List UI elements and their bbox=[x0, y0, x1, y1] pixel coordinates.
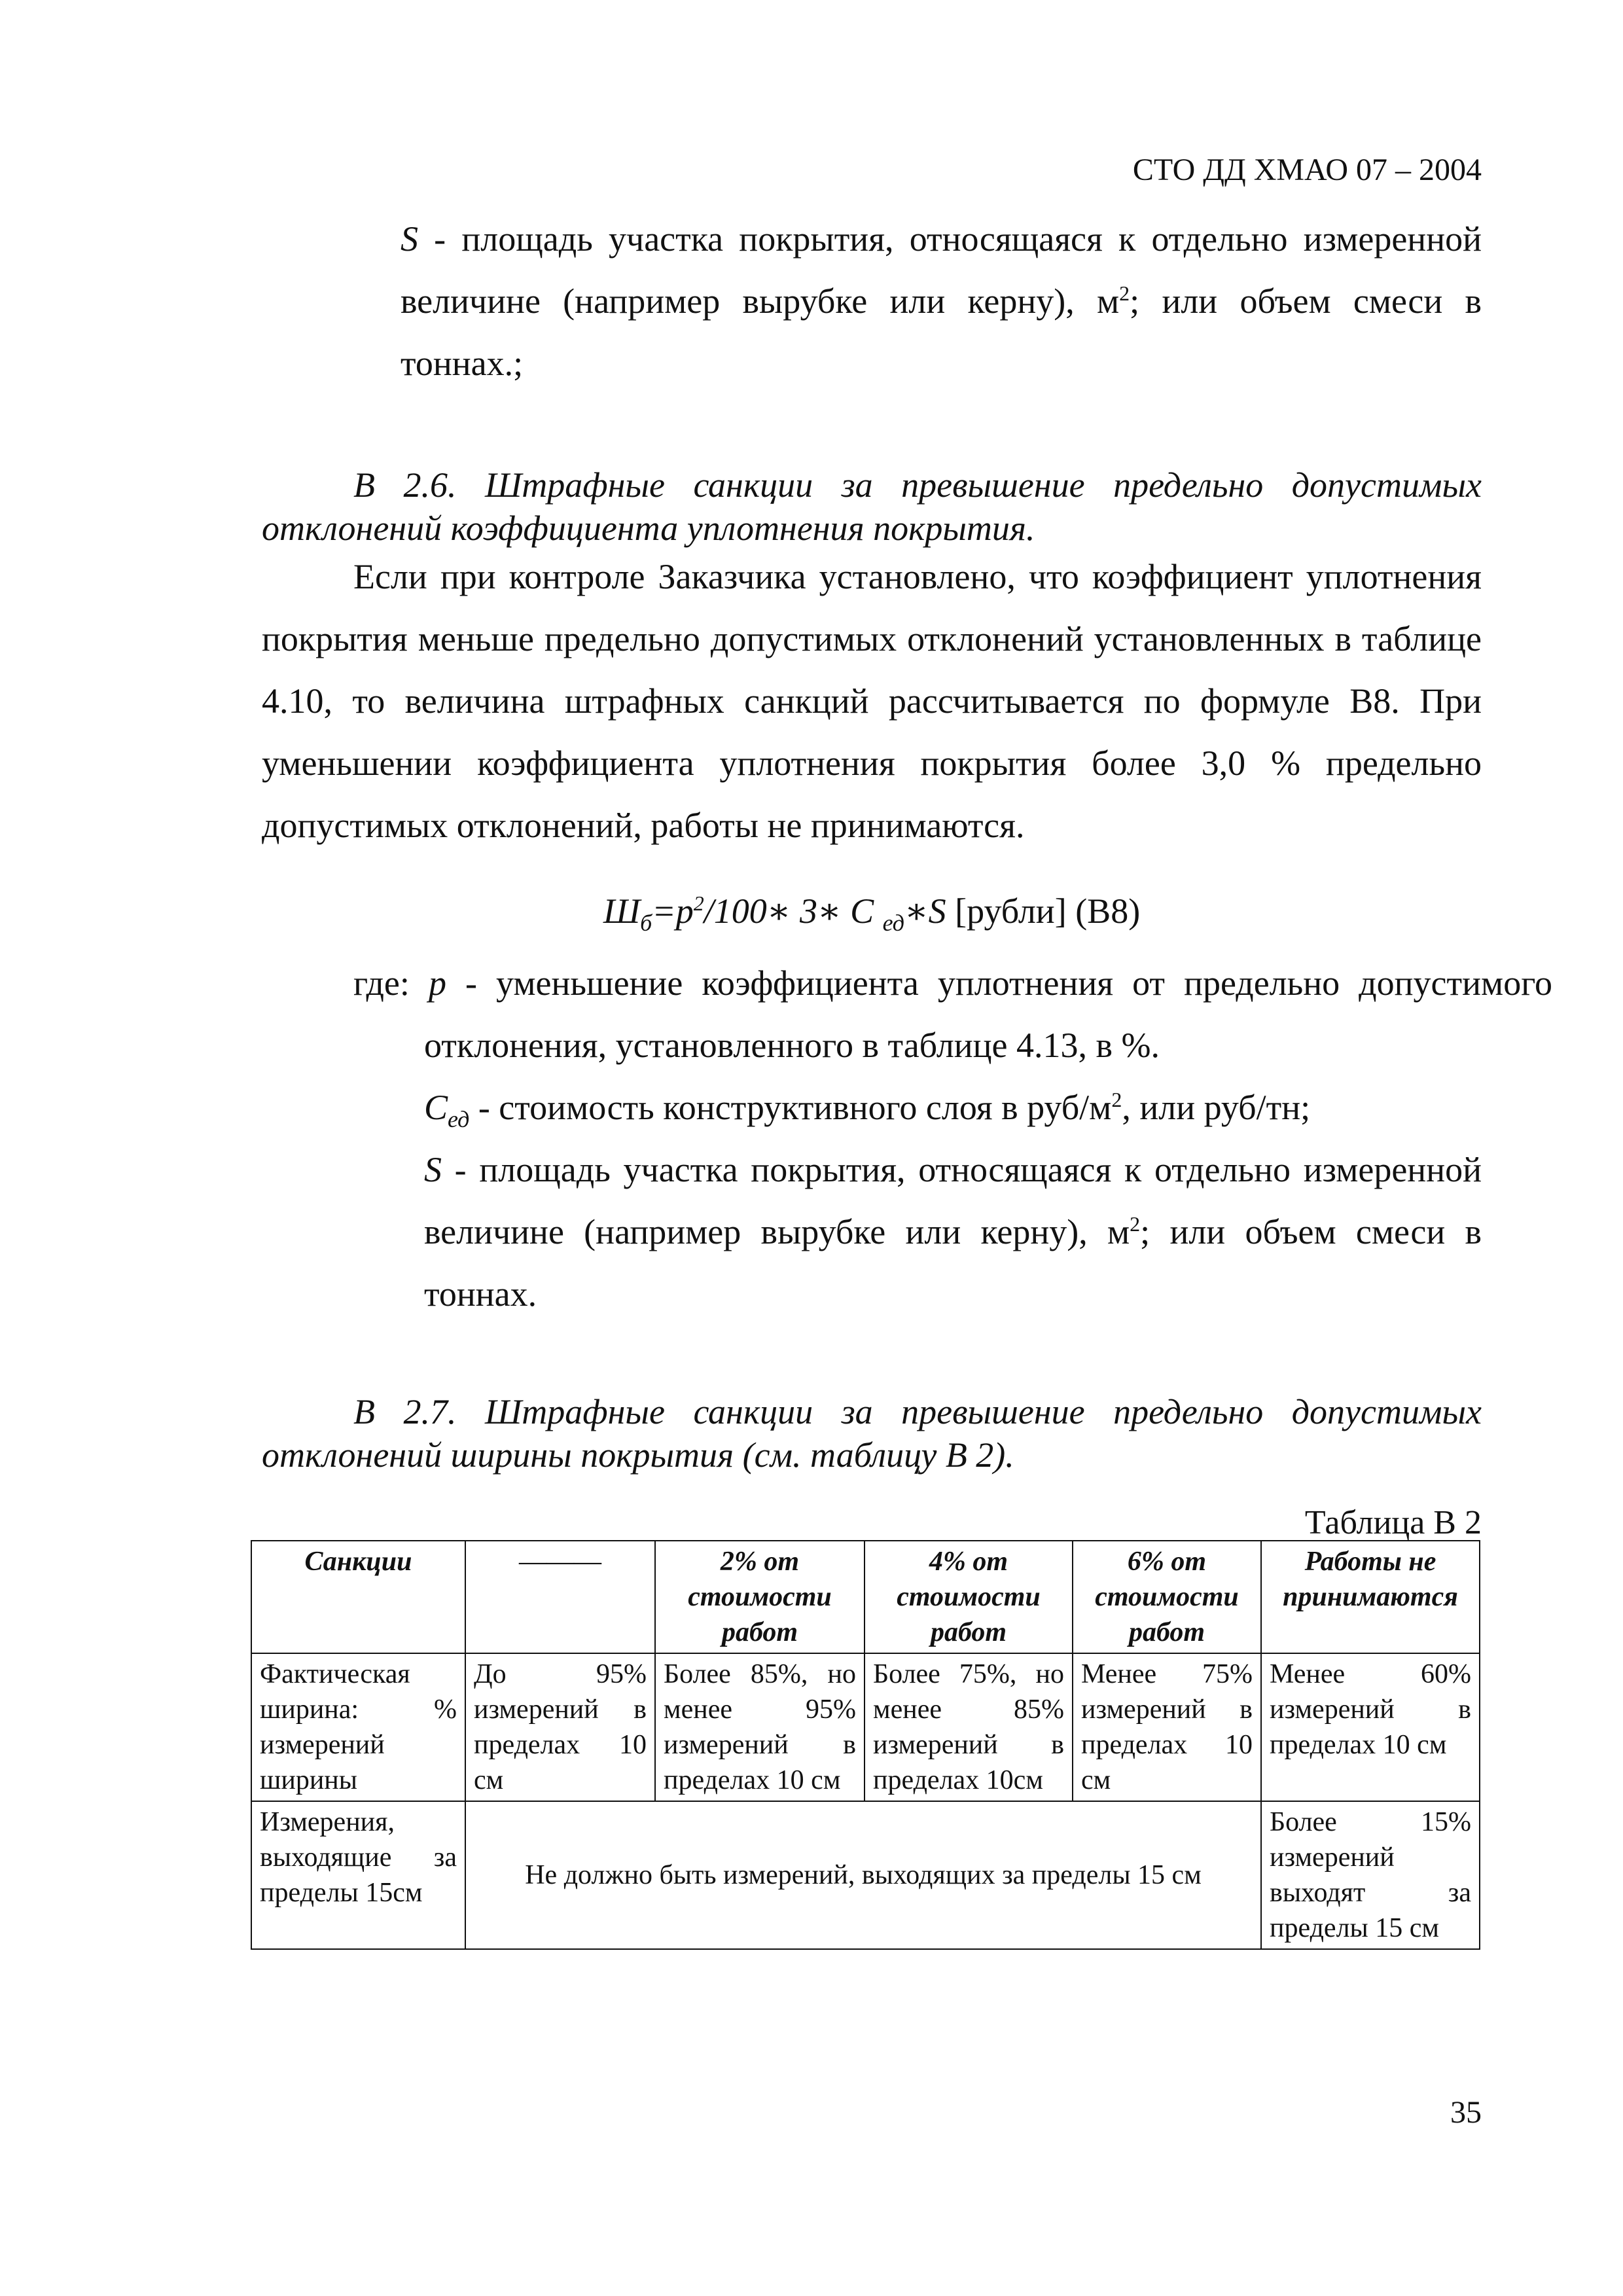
where-c-symbol: С bbox=[424, 1088, 448, 1127]
table-cell: Менее 75% измерений в пределах 10 см bbox=[1073, 1653, 1261, 1801]
where-c-text: - стоимость конструктивного слоя в руб/м bbox=[469, 1088, 1112, 1127]
formula-star-2: ∗ bbox=[817, 891, 842, 931]
formula-eq: =p bbox=[652, 891, 694, 931]
sanctions-table bbox=[251, 1540, 1480, 1950]
table-cell: Измерения, выходящие за пределы 15см bbox=[251, 1801, 465, 1949]
page-number: 35 bbox=[1450, 2095, 1482, 2130]
section-b26-body bbox=[262, 546, 1482, 857]
section-b26-heading bbox=[262, 463, 1482, 550]
table-caption: Таблица В 2 bbox=[1304, 1504, 1482, 1541]
where-s-text: - площадь участка покрытия, относящаяся к отдельно измеренной величине (например вырубке или керну), м bbox=[424, 1150, 1482, 1251]
s-symbol: S bbox=[401, 219, 418, 259]
table-cell: Более 15% измерений выходят за пределы 15 см bbox=[1261, 1801, 1480, 1949]
top-def-tail: ; или объем смеси в тоннах.; bbox=[401, 281, 1482, 383]
formula-star-1: ∗ bbox=[766, 891, 791, 931]
formula-c: С bbox=[841, 891, 883, 931]
top-def-text: - площадь участка покрытия, относящаяся к отдельно измеренной величине (например вырубке или керну), м bbox=[401, 219, 1482, 321]
where-intro: где: bbox=[353, 963, 429, 1003]
formula-units: [рубли] (В8) bbox=[946, 891, 1141, 931]
table-header-cell: 2% от стоимости работ bbox=[655, 1541, 865, 1653]
top-def-sup: 2 bbox=[1119, 281, 1130, 305]
formula-three: 3 bbox=[791, 891, 817, 931]
where-p-symbol: р bbox=[428, 963, 446, 1003]
section-b26-heading-text: В 2.6. Штрафные санкции за превышение предельно допустимых отклонений коэффициента уплотнения покрытия. bbox=[262, 465, 1482, 548]
where-c-tail: , или руб/тн; bbox=[1122, 1088, 1311, 1127]
where-p-text: - уменьшение коэффициента уплотнения от предельно допустимого отклонения, установленного в таблице 4.13, в %. bbox=[424, 963, 1552, 1065]
table-header-cell: Санкции bbox=[251, 1541, 465, 1653]
formula-lhs: Ш bbox=[603, 891, 641, 931]
table-cell: Более 75%, но менее 85% измерений в пределах 10см bbox=[865, 1653, 1073, 1801]
table-header-cell: ——— bbox=[465, 1541, 655, 1653]
table-header-cell: 4% от стоимости работ bbox=[865, 1541, 1073, 1653]
section-b27-heading-text: В 2.7. Штрафные санкции за превышение предельно допустимых отклонений ширины покрытия (см. таблицу В 2). bbox=[262, 1392, 1482, 1475]
formula-star-3: ∗ bbox=[904, 891, 929, 931]
table-cell-merged: Не должно быть измерений, выходящих за пределы 15 см bbox=[465, 1801, 1261, 1949]
formula-p-sup: 2 bbox=[693, 891, 704, 915]
table-cell: Менее 60% измерений в пределах 10 см bbox=[1261, 1653, 1480, 1801]
table-cell: Более 85%, но менее 95% измерений в пределах 10 см bbox=[655, 1653, 865, 1801]
section-b26-body-text: Если при контроле Заказчика установлено, что коэффициент уплотнения покрытия меньше предельно допустимых отклонений установленных в таблице 4.10, то величина штрафных санкций рассчитывается по формуле В8. При уменьшении коэффициента уплотнения покрытия более 3,0 % предельно допустимых отклонений, работы не принимаются. bbox=[262, 557, 1482, 845]
formula-mid: /100 bbox=[704, 891, 767, 931]
section-b27-heading bbox=[262, 1390, 1482, 1477]
table-row bbox=[251, 1653, 1480, 1801]
table-cell: До 95% измерений в пределах 10 см bbox=[465, 1653, 655, 1801]
table-header-cell: 6% от стоимости работ bbox=[1073, 1541, 1261, 1653]
where-p-definition bbox=[353, 952, 1552, 1077]
where-c-sub: ед bbox=[448, 1105, 470, 1132]
where-s-sup: 2 bbox=[1130, 1212, 1141, 1236]
table-header-cell: Работы не принимаются bbox=[1261, 1541, 1480, 1653]
where-c-definition bbox=[424, 1077, 1482, 1139]
where-c-sup: 2 bbox=[1111, 1088, 1122, 1111]
formula-lhs-sub: б bbox=[640, 909, 652, 936]
top-definition bbox=[401, 208, 1482, 395]
table-row bbox=[251, 1801, 1480, 1949]
document-header: СТО ДД ХМАО 07 – 2004 bbox=[1132, 152, 1482, 187]
where-s-tail: ; или объем смеси в тоннах. bbox=[424, 1212, 1482, 1314]
table-cell: Фактическая ширина: % измерений ширины bbox=[251, 1653, 465, 1801]
where-s-definition bbox=[424, 1139, 1482, 1325]
formula-c-sub: ед bbox=[882, 909, 904, 936]
where-s-symbol: S bbox=[424, 1150, 442, 1189]
formula-b8 bbox=[262, 890, 1482, 936]
table-header-row bbox=[251, 1541, 1480, 1653]
formula-s: S bbox=[928, 891, 946, 931]
